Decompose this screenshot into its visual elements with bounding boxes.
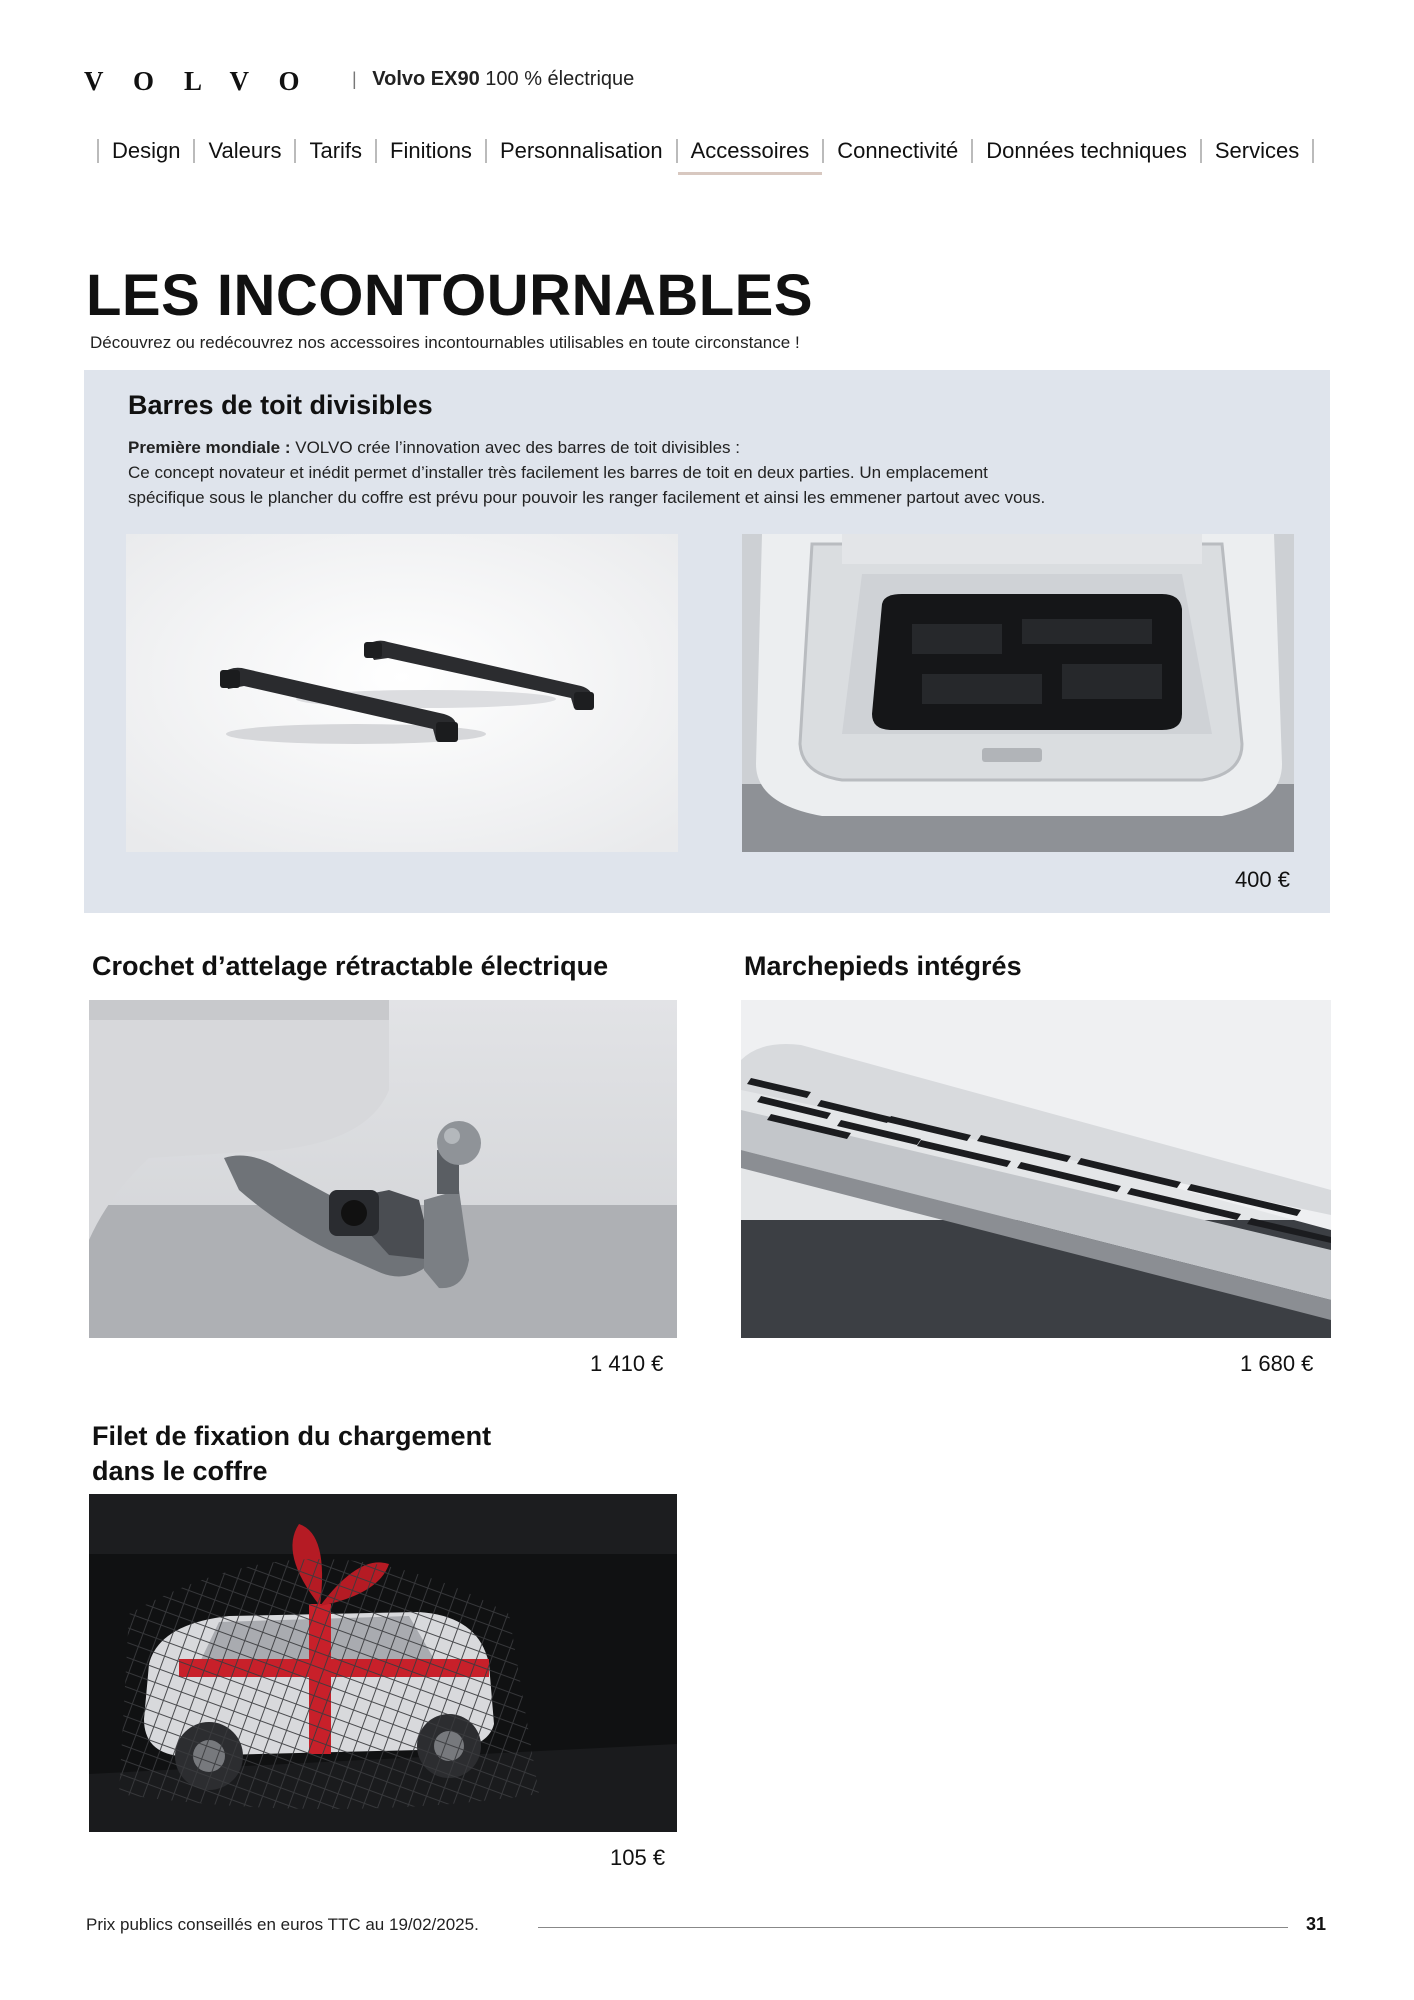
page-subtitle: Découvrez ou redécouvrez nos accessoires incontournables utilisables en toute circonstance ! <box>90 333 800 352</box>
featured-description <box>128 435 1128 510</box>
tab-valeurs[interactable]: Valeurs <box>208 138 282 163</box>
nav-divider <box>485 139 487 163</box>
footer-divider <box>538 1927 1288 1928</box>
trunk-storage-photo <box>742 534 1294 852</box>
featured-line3: spécifique sous le plancher du coffre est prévu pour pouvoir les ranger facilement et ainsi les emmener partout avec vous. <box>128 488 1046 507</box>
running-boards-photo <box>741 1000 1331 1338</box>
towbar-title: Crochet d’attelage rétractable électrique <box>92 951 609 981</box>
tab-connectivite[interactable]: Connectivité <box>837 138 959 163</box>
net-title-line2: dans le coffre <box>92 1456 268 1486</box>
tab-donnees-techniques[interactable]: Données techniques <box>986 138 1187 163</box>
model-suffix: 100 % électrique <box>485 68 635 90</box>
header-separator: | <box>352 69 357 89</box>
running-boards-svg <box>741 1000 1331 1338</box>
tab-services[interactable]: Services <box>1214 138 1300 163</box>
tab-design[interactable]: Design <box>112 138 181 163</box>
nav-divider <box>971 139 973 163</box>
tab-accessoires[interactable]: Accessoires <box>691 136 810 166</box>
nav-divider <box>1312 139 1314 163</box>
tab-tarifs[interactable]: Tarifs <box>309 138 363 163</box>
volvo-logo: VOLVO <box>84 66 330 96</box>
nav-divider <box>97 139 99 163</box>
towbar-photo <box>89 1000 677 1338</box>
nav-divider <box>822 139 824 163</box>
featured-price: 400 € <box>1234 867 1290 892</box>
net-title-line1: Filet de fixation du chargement <box>92 1421 492 1451</box>
featured-line1: VOLVO crée l’innovation avec des barres de toit divisibles : <box>290 438 740 457</box>
net-title <box>92 1419 491 1489</box>
footer-note: Prix publics conseillés en euros TTC au 19/02/2025. <box>86 1915 479 1934</box>
tab-personnalisation[interactable]: Personnalisation <box>499 138 663 163</box>
page-title: LES INCONTOURNABLES <box>86 263 814 328</box>
featured-line2: Ce concept novateur et inédit permet d’installer très facilement les barres de toit en deux parties. Un emplacement <box>128 463 988 482</box>
net-price: 105 € <box>610 1845 666 1870</box>
nav-divider <box>375 139 377 163</box>
featured-lead: Première mondiale : <box>128 438 291 457</box>
section-nav <box>84 134 1327 168</box>
cargo-net-photo <box>89 1494 677 1832</box>
nav-divider <box>193 139 195 163</box>
model-line <box>352 68 634 91</box>
featured-title: Barres de toit divisibles <box>128 390 433 420</box>
model-name: Volvo EX90 <box>372 68 480 90</box>
steps-price: 1 680 € <box>1240 1351 1314 1376</box>
featured-roof-bars <box>84 370 1330 913</box>
towbar-price: 1 410 € <box>590 1351 664 1376</box>
tab-finitions[interactable]: Finitions <box>390 138 472 163</box>
steps-title: Marchepieds intégrés <box>744 951 1022 981</box>
nav-divider <box>294 139 296 163</box>
nav-divider <box>676 139 678 163</box>
page-number: 31 <box>1306 1914 1327 1934</box>
nav-divider <box>1200 139 1202 163</box>
roof-bars-photo <box>126 534 678 852</box>
